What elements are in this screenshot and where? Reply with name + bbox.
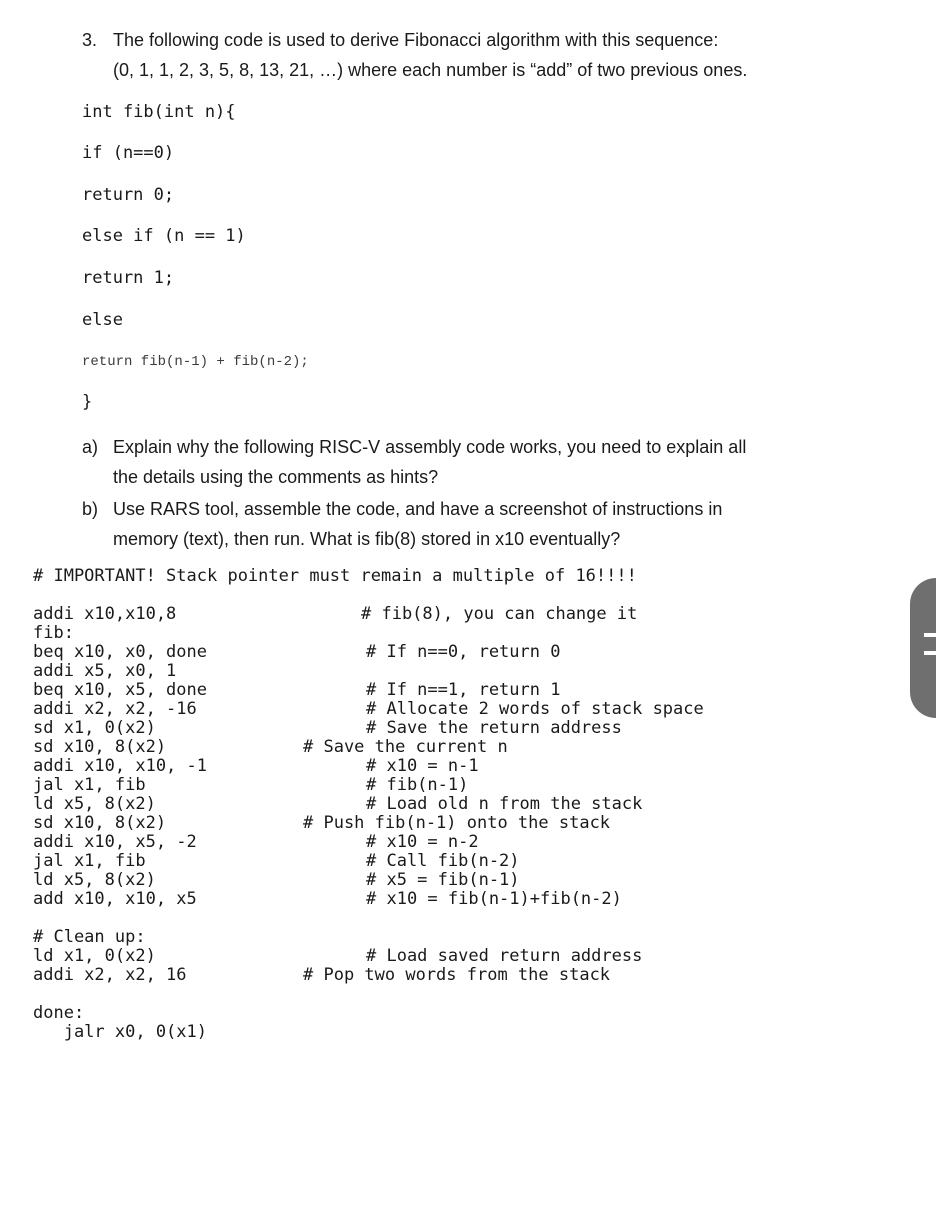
c-code-line: else bbox=[82, 310, 123, 330]
asm-comment: # x10 = n-2 bbox=[366, 832, 479, 852]
c-code-line: } bbox=[82, 392, 93, 412]
c-code-line: return 0; bbox=[82, 185, 175, 205]
subquestion-label: a) bbox=[82, 437, 99, 457]
asm-line-18 bbox=[33, 909, 637, 928]
asm-comment: # x10 = fib(n-1)+fib(n-2) bbox=[366, 889, 622, 909]
asm-line-11 bbox=[33, 776, 637, 795]
asm-code: # Clean up: bbox=[33, 927, 146, 947]
asm-comment: # x10 = n-1 bbox=[366, 756, 479, 776]
asm-line-24 bbox=[33, 1023, 637, 1042]
subquestion-text-line-2: the details using the comments as hints? bbox=[113, 467, 439, 487]
asm-line-5 bbox=[33, 662, 637, 681]
asm-code: fib: bbox=[33, 623, 74, 643]
asm-comment: # x5 = fib(n-1) bbox=[366, 870, 520, 890]
asm-comment: # Load saved return address bbox=[366, 946, 643, 966]
asm-code: add x10, x10, x5 bbox=[33, 889, 197, 909]
asm-code: jal x1, fib bbox=[33, 851, 146, 871]
asm-line-14 bbox=[33, 833, 637, 852]
asm-code: jalr x0, 0(x1) bbox=[33, 1022, 207, 1042]
asm-line-10 bbox=[33, 757, 637, 776]
subquestion-label: b) bbox=[82, 499, 99, 519]
question-text-line-2: (0, 1, 1, 2, 3, 5, 8, 13, 21, …) where each number is “add” of two previous ones. bbox=[113, 60, 748, 80]
menu-icon bbox=[924, 633, 936, 655]
asm-line-1 bbox=[33, 586, 637, 605]
asm-comment: # If n==1, return 1 bbox=[366, 680, 561, 700]
asm-line-21 bbox=[33, 966, 637, 985]
subquestion-text-line-2: memory (text), then run. What is fib(8) stored in x10 eventually? bbox=[113, 529, 621, 549]
asm-code: sd x10, 8(x2) bbox=[33, 737, 167, 757]
asm-line-3 bbox=[33, 624, 637, 643]
asm-line-9 bbox=[33, 738, 637, 757]
c-code-line: return 1; bbox=[82, 268, 175, 288]
asm-line-4 bbox=[33, 643, 637, 662]
asm-code: sd x1, 0(x2) bbox=[33, 718, 156, 738]
asm-line-16 bbox=[33, 871, 637, 890]
asm-line-17 bbox=[33, 890, 637, 909]
asm-line-8 bbox=[33, 719, 637, 738]
asm-code: addi x5, x0, 1 bbox=[33, 661, 177, 681]
asm-line-12 bbox=[33, 794, 643, 814]
asm-code: done: bbox=[33, 1003, 85, 1023]
c-code-line: return fib(n-1) + fib(n-2); bbox=[82, 354, 309, 370]
asm-comment: # Save the return address bbox=[366, 718, 622, 738]
asm-line-6 bbox=[33, 681, 637, 700]
asm-code: ld x5, 8(x2) bbox=[33, 870, 156, 890]
asm-line-20 bbox=[33, 946, 643, 966]
asm-comment: # Load old n from the stack bbox=[366, 794, 643, 814]
asm-line-23 bbox=[33, 1004, 637, 1023]
asm-line-0 bbox=[33, 567, 637, 586]
asm-code: beq x10, x5, done bbox=[33, 680, 207, 700]
asm-code: addi x10,x10,8 bbox=[33, 604, 177, 624]
c-code-line: int fib(int n){ bbox=[82, 102, 236, 122]
asm-line-22 bbox=[33, 985, 637, 1004]
asm-comment: # fib(n-1) bbox=[366, 775, 469, 795]
asm-comment: # Pop two words from the stack bbox=[303, 965, 611, 985]
c-code-line: else if (n == 1) bbox=[82, 226, 246, 246]
subquestion-text-line-1: Explain why the following RISC-V assembly code works, you need to explain all bbox=[113, 437, 747, 457]
asm-code: ld x1, 0(x2) bbox=[33, 946, 156, 966]
question-number: 3. bbox=[82, 30, 98, 50]
asm-comment: # Allocate 2 words of stack space bbox=[366, 699, 704, 719]
asm-comment: # If n==0, return 0 bbox=[366, 642, 561, 662]
asm-code: ld x5, 8(x2) bbox=[33, 794, 156, 814]
asm-comment: # fib(8), you can change it bbox=[361, 604, 638, 624]
asm-code: addi x10, x10, -1 bbox=[33, 756, 207, 776]
asm-comment: # Save the current n bbox=[303, 737, 508, 757]
asm-code: beq x10, x0, done bbox=[33, 642, 207, 662]
asm-code: jal x1, fib bbox=[33, 775, 146, 795]
asm-line-15 bbox=[33, 852, 637, 871]
c-code-line: if (n==0) bbox=[82, 143, 175, 163]
question-text-line-1: The following code is used to derive Fibonacci algorithm with this sequence: bbox=[113, 30, 719, 50]
asm-code: addi x2, x2, 16 bbox=[33, 965, 187, 985]
asm-line-13 bbox=[33, 814, 637, 833]
assembly-listing bbox=[33, 566, 704, 1042]
asm-code: addi x10, x5, -2 bbox=[33, 832, 197, 852]
asm-comment: # Call fib(n-2) bbox=[366, 851, 520, 871]
asm-line-2 bbox=[33, 605, 637, 624]
asm-comment: # Push fib(n-1) onto the stack bbox=[303, 813, 611, 833]
asm-code: addi x2, x2, -16 bbox=[33, 699, 197, 719]
subquestion-text-line-1: Use RARS tool, assemble the code, and have a screenshot of instructions in bbox=[113, 499, 723, 519]
asm-line-7 bbox=[33, 699, 704, 719]
asm-code: sd x10, 8(x2) bbox=[33, 813, 167, 833]
asm-line-19 bbox=[33, 928, 637, 947]
asm-code: # IMPORTANT! Stack pointer must remain a multiple of 16!!!! bbox=[33, 566, 637, 586]
